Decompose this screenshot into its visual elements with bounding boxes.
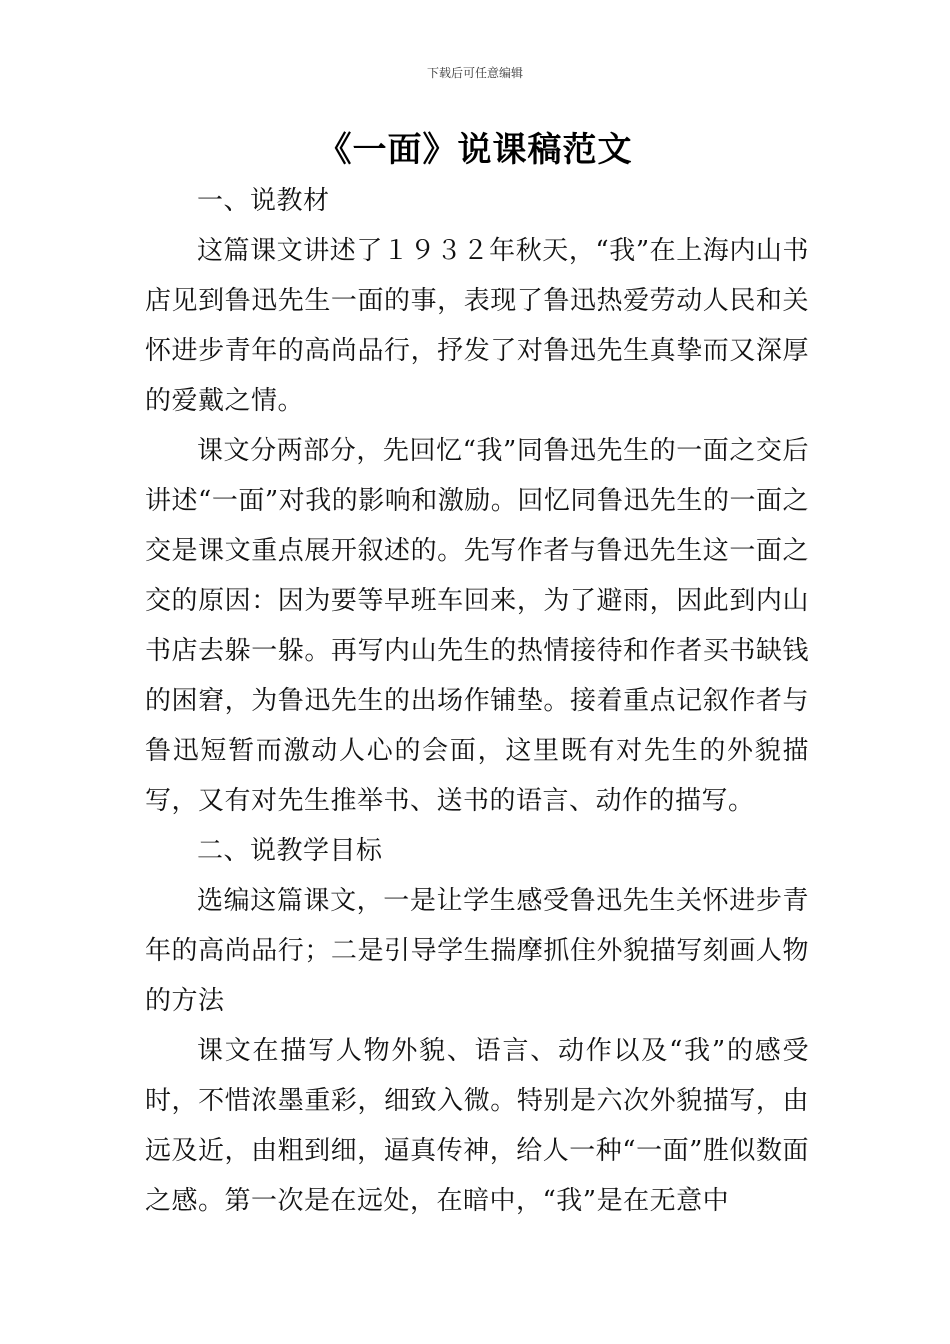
document-title: 《一面》说课稿范文 (317, 130, 633, 170)
header-note: 下载后可任意编辑 (426, 66, 523, 80)
paragraph: 选编这篇课文，一是让学生感受鲁迅先生关怀进步青年的高尚品行；二是引导学生揣摩抓住外貌描写刻画人物的方法 (145, 886, 809, 1016)
paragraph: 课文分两部分，先回忆“我”同鲁迅先生的一面之交后讲述“一面”对我的影响和激励。回忆同鲁迅先生的一面之交是课文重点展开叙述的。先写作者与鲁迅先生这一面之交的原因：因为要等早班车回来，为了避雨，因此到内山书店去躲一躲。再写内山先生的热情接待和作者买书缺钱的困窘，为鲁迅先生的出场作铺垫。接着重点记叙作者与鲁迅短暂而激动人心的会面，这里既有对先生的外貌描写，又有对先生推举书、送书的语言、动作的描写。 (145, 436, 809, 816)
document-body (145, 176, 809, 1226)
section-heading: 二、说教学目标 (197, 836, 383, 866)
section-heading: 一、说教材 (197, 186, 330, 216)
paragraph: 这篇课文讲述了１９３２年秋天，“我”在上海内山书店见到鲁迅先生一面的事，表现了鲁迅热爱劳动人民和关怀进步青年的高尚品行，抒发了对鲁迅先生真挚而又深厚的爱戴之情。 (145, 236, 809, 416)
paragraph: 课文在描写人物外貌、语言、动作以及“我”的感受时，不惜浓墨重彩，细致入微。特别是六次外貌描写，由远及近，由粗到细，逼真传神，给人一种“一面”胜似数面之感。第一次是在远处，在暗中，“我”是在无意中 (145, 1036, 809, 1216)
